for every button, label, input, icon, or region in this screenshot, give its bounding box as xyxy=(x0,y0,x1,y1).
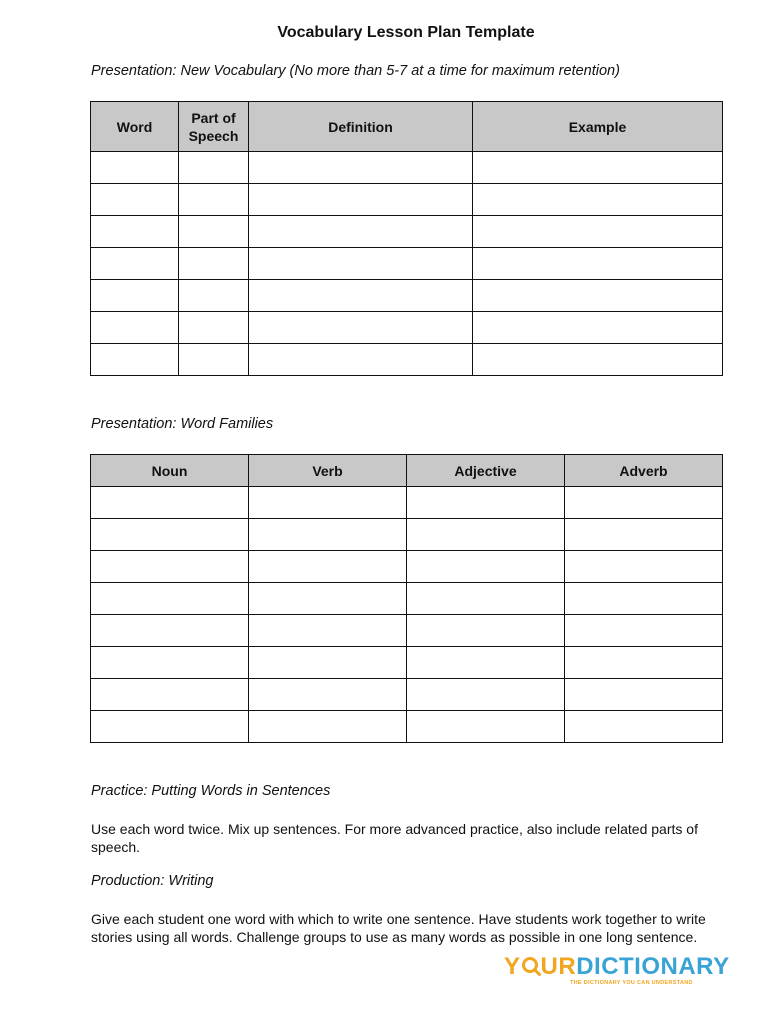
table-cell xyxy=(407,519,565,551)
table-row xyxy=(91,711,723,743)
table-cell xyxy=(179,152,249,184)
table-cell xyxy=(179,248,249,280)
table-row xyxy=(91,248,723,280)
table-cell xyxy=(565,615,723,647)
logo-tagline: THE DICTIONARY YOU CAN UNDERSTAND xyxy=(570,980,693,986)
table-row xyxy=(91,679,723,711)
section-heading-practice: Practice: Putting Words in Sentences xyxy=(91,783,331,799)
table-cell xyxy=(249,711,407,743)
column-header-example: Example xyxy=(473,102,723,152)
yourdictionary-logo xyxy=(504,953,730,987)
column-header-noun: Noun xyxy=(91,455,249,487)
table-cell xyxy=(91,248,179,280)
vocabulary-table-header-row xyxy=(91,102,723,152)
column-header-adverb: Adverb xyxy=(565,455,723,487)
column-header-adjective: Adjective xyxy=(407,455,565,487)
table-cell xyxy=(91,711,249,743)
table-cell xyxy=(91,615,249,647)
table-row xyxy=(91,344,723,376)
table-cell xyxy=(407,615,565,647)
table-cell xyxy=(565,711,723,743)
table-cell xyxy=(91,152,179,184)
logo-prefix: Y xyxy=(504,953,521,980)
section-heading-new-vocabulary: Presentation: New Vocabulary (No more than 5-7 at a time for maximum retention) xyxy=(91,63,620,79)
table-cell xyxy=(249,184,473,216)
table-cell xyxy=(91,647,249,679)
table-cell xyxy=(473,248,723,280)
table-cell xyxy=(249,519,407,551)
table-row xyxy=(91,152,723,184)
table-cell xyxy=(249,679,407,711)
table-cell xyxy=(179,344,249,376)
table-row xyxy=(91,312,723,344)
table-cell xyxy=(91,583,249,615)
table-row xyxy=(91,487,723,519)
table-cell xyxy=(91,312,179,344)
magnifier-icon xyxy=(521,956,541,976)
table-cell xyxy=(249,487,407,519)
table-row xyxy=(91,184,723,216)
table-cell xyxy=(473,312,723,344)
word-families-table-body xyxy=(91,487,723,743)
table-cell xyxy=(249,280,473,312)
table-cell xyxy=(473,184,723,216)
table-cell xyxy=(407,551,565,583)
table-row xyxy=(91,647,723,679)
column-header-part-of-speech: Part of Speech xyxy=(179,102,249,152)
table-cell xyxy=(473,344,723,376)
table-cell xyxy=(407,647,565,679)
table-cell xyxy=(249,344,473,376)
table-cell xyxy=(179,216,249,248)
table-cell xyxy=(407,711,565,743)
document-title: Vocabulary Lesson Plan Template xyxy=(277,24,535,41)
logo-brand: DICTIONARY xyxy=(576,953,730,980)
table-cell xyxy=(249,152,473,184)
table-cell xyxy=(179,184,249,216)
table-cell xyxy=(91,551,249,583)
table-cell xyxy=(473,280,723,312)
table-cell xyxy=(249,312,473,344)
table-cell xyxy=(249,551,407,583)
section-heading-word-families: Presentation: Word Families xyxy=(91,416,274,432)
column-header-word: Word xyxy=(91,102,179,152)
table-row xyxy=(91,615,723,647)
table-row xyxy=(91,519,723,551)
table-cell xyxy=(91,184,179,216)
logo-wordmark xyxy=(504,953,730,980)
table-cell xyxy=(179,280,249,312)
table-cell xyxy=(407,487,565,519)
word-families-table-header-row xyxy=(91,455,723,487)
table-row xyxy=(91,280,723,312)
table-cell xyxy=(565,583,723,615)
table-cell xyxy=(565,487,723,519)
table-cell xyxy=(473,216,723,248)
table-cell xyxy=(91,487,249,519)
table-cell xyxy=(249,248,473,280)
table-cell xyxy=(565,551,723,583)
vocabulary-table xyxy=(90,101,723,376)
column-header-verb: Verb xyxy=(249,455,407,487)
table-cell xyxy=(565,647,723,679)
table-cell xyxy=(473,152,723,184)
production-instructions: Give each student one word with which to write one sentence. Have students work together to write stories using all words. Challenge groups to use as many words as possible in one long sentence. xyxy=(91,911,706,945)
table-cell xyxy=(407,679,565,711)
vocabulary-table-body xyxy=(91,152,723,376)
table-cell xyxy=(179,312,249,344)
table-cell xyxy=(565,519,723,551)
table-cell xyxy=(91,280,179,312)
practice-instructions: Use each word twice. Mix up sentences. For more advanced practice, also include related parts of speech. xyxy=(91,821,698,855)
column-header-definition: Definition xyxy=(249,102,473,152)
word-families-table xyxy=(90,454,723,743)
table-cell xyxy=(249,647,407,679)
table-row xyxy=(91,216,723,248)
table-cell xyxy=(91,519,249,551)
table-cell xyxy=(91,679,249,711)
table-cell xyxy=(249,583,407,615)
table-cell xyxy=(91,216,179,248)
logo-your-middle: UR xyxy=(540,953,577,980)
table-cell xyxy=(91,344,179,376)
table-cell xyxy=(565,679,723,711)
table-cell xyxy=(249,216,473,248)
table-cell xyxy=(249,615,407,647)
table-row xyxy=(91,551,723,583)
table-row xyxy=(91,583,723,615)
table-cell xyxy=(407,583,565,615)
section-heading-production: Production: Writing xyxy=(91,873,214,889)
